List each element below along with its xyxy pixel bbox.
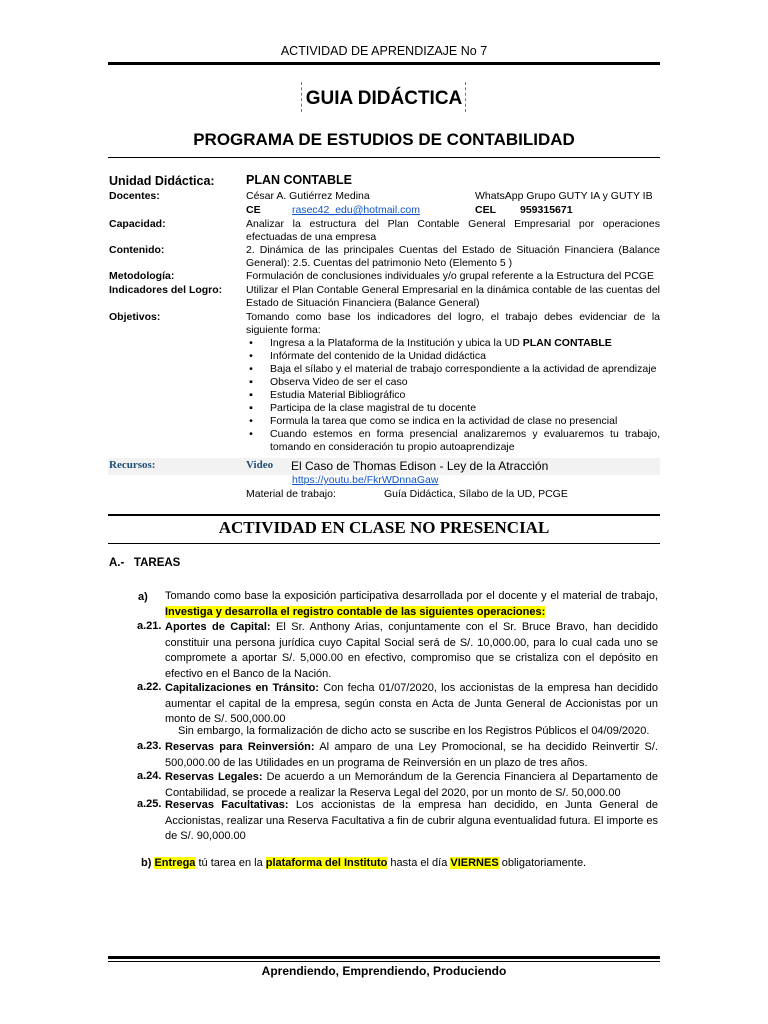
contenido-value: 2. Dinámica de las principales Cuentas del Estado de Situación Financiera (Balance General): 2.5. Cuentas del patrimonio Neto (Elemento 5 ) bbox=[246, 244, 660, 269]
video-title: El Caso de Thomas Edison - Ley de la Atracción bbox=[291, 459, 549, 473]
footer-motto: Aprendiendo, Emprendiendo, Produciendo bbox=[261, 964, 507, 978]
activity-title: ACTIVIDAD EN CLASE NO PRESENCIAL bbox=[218, 518, 550, 537]
activity-rule-bottom bbox=[108, 543, 660, 544]
item-num-24: a.24. bbox=[137, 770, 162, 782]
list-item: • Cuando estemos en forma presencial analizaremos y evaluaremos tu trabajo, tomando en consideración tu propio autoaprendizaje bbox=[246, 428, 660, 454]
objetivos-label: Objetivos: bbox=[109, 311, 161, 323]
list-item: • Ingresa a la Plataforma de la Institución y ubica la UD PLAN CONTABLE bbox=[246, 337, 660, 350]
whatsapp-group: WhatsApp Grupo GUTY IA y GUTY IB bbox=[475, 190, 653, 202]
unit-value: PLAN CONTABLE bbox=[246, 173, 353, 187]
cel-label: CEL bbox=[475, 204, 496, 216]
item-23: Reservas para Reinversión: Al amparo de una Ley Promocional, se ha decidido Reinvertir S/. 500,000.00 de las Utilidades en un programa de Reinversión en un plazo de tres años. bbox=[165, 741, 658, 769]
cel-value: 959315671 bbox=[520, 204, 573, 216]
list-item: ▪ Estudia Material Bibliográfico bbox=[246, 389, 660, 402]
metodologia-label: Metodología: bbox=[109, 270, 175, 282]
task-a-text: Tomando como base la exposición participativa desarrollada por el docente y el material de trabajo, Investiga y desarrolla el registro contable de las siguientes operaciones: bbox=[165, 590, 658, 618]
objetivos-list bbox=[246, 337, 660, 454]
activity-rule-top bbox=[108, 514, 660, 516]
item-22-extra: Sin embargo, la formalización de dicho acto se suscribe en los Registros Públicos el 04/09/2020. bbox=[178, 725, 650, 737]
email-link[interactable]: rasec42_edu@hotmail.com bbox=[292, 204, 420, 216]
task-a-highlight: Investiga y desarrolla el registro contable de las siguientes operaciones: bbox=[165, 605, 546, 618]
ce-label: CE bbox=[246, 204, 261, 216]
recursos-label: Recursos: bbox=[109, 459, 156, 471]
list-item: ▪ Participa de la clase magistral de tu docente bbox=[246, 402, 660, 415]
square-bullet-icon: ▪ bbox=[249, 389, 253, 401]
video-label: Video bbox=[246, 459, 274, 471]
task-b-highlight-plataforma: plataforma del Instituto bbox=[265, 857, 388, 869]
docentes-label: Docentes: bbox=[109, 190, 160, 202]
contenido-label: Contenido: bbox=[109, 244, 165, 256]
bullet-icon: • bbox=[249, 363, 253, 375]
bullet-icon: • bbox=[249, 337, 253, 349]
tareas-heading: A.- TAREAS bbox=[109, 557, 181, 569]
program-title: PROGRAMA DE ESTUDIOS DE CONTABILIDAD bbox=[193, 130, 575, 149]
list-item: • Infórmate del contenido de la Unidad didáctica bbox=[246, 350, 660, 363]
item-num-22: a.22. bbox=[137, 681, 162, 693]
capacidad-value: Analizar la estructura del Plan Contable General Empresarial por operaciones efectuadas de una empresa bbox=[246, 218, 660, 243]
item-25: Reservas Facultativas: Los accionistas de la empresa han decidido, en Junta General de Accionistas, realizar una Reserva Facultativa a fin de cubrir alguna eventualidad futura. El importe es de S/. 90,000.00 bbox=[165, 799, 658, 842]
material-label: Material de trabajo: bbox=[246, 488, 336, 500]
capacidad-label: Capacidad: bbox=[109, 218, 166, 230]
list-item: • Formula la tarea que como se indica en la actividad de clase no presencial bbox=[246, 415, 660, 428]
indicadores-value: Utilizar el Plan Contable General Empresarial en la dinámica contable de las cuentas del Estado de Situación Financiera (Balance General) bbox=[246, 284, 660, 309]
unit-label: Unidad Didáctica: bbox=[109, 174, 215, 188]
item-22: Capitalizaciones en Tránsito: Con fecha 01/07/2020, los accionistas de la empresa han decidido aumentar el capital de la empresa, según consta en Acta de Junta General de Accionistas por un monto de S/. 500,000.00 bbox=[165, 682, 658, 725]
header-rule bbox=[108, 62, 660, 65]
task-b-highlight-viernes: VIERNES bbox=[450, 857, 499, 869]
video-link[interactable]: https://youtu.be/FkrWDnnaGaw bbox=[292, 474, 439, 486]
bullet-icon: • bbox=[249, 428, 253, 440]
item-num-23: a.23. bbox=[137, 740, 162, 752]
footer-rule-2 bbox=[108, 961, 660, 962]
task-b: b) Entrega tú tarea en la plataforma del Instituto hasta el día VIERNES obligatoriamente. bbox=[141, 857, 587, 869]
item-24: Reservas Legales: De acuerdo a un Memorándum de la Gerencia Financiera al Departamento de Contabilidad, se procede a realizar la Reserva Legal del 2020, por un monto de S/. 50,000.00 bbox=[165, 771, 658, 799]
program-rule bbox=[108, 157, 660, 158]
page-title: GUIA DIDÁCTICA bbox=[303, 88, 466, 110]
square-bullet-icon: ▪ bbox=[249, 376, 253, 388]
title-wrapper bbox=[0, 88, 768, 110]
task-b-highlight-entrega: Entrega bbox=[154, 857, 196, 869]
bullet-icon: • bbox=[249, 415, 253, 427]
header-activity: ACTIVIDAD DE APRENDIZAJE No 7 bbox=[280, 44, 488, 58]
task-b-label: b) bbox=[141, 857, 152, 869]
material-value: Guía Didáctica, Sílabo de la UD, PCGE bbox=[384, 488, 568, 500]
task-a-label: a) bbox=[138, 591, 148, 603]
item-21: Aportes de Capital: El Sr. Anthony Arias, conjuntamente con el Sr. Bruce Bravo, han decidido constituir una persona jurídica cuyo Capital Social será de S/. 10,000.00, para lo cual cada uno se compromete a aportar S/. 5,000.00 en efectivo, compromiso que se cristaliza con el depósito en efectivo en el Banco de la Nación. bbox=[165, 621, 658, 680]
metodologia-value: Formulación de conclusiones individuales y/o grupal referente a la Estructura del PCGE bbox=[246, 270, 654, 282]
bullet-icon: • bbox=[249, 350, 253, 362]
item-num-21: a.21. bbox=[137, 620, 162, 632]
list-item: • Baja el sílabo y el material de trabajo correspondiente a la actividad de aprendizaje bbox=[246, 363, 660, 376]
item-num-25: a.25. bbox=[137, 798, 162, 810]
docente-name: César A. Gutiérrez Medina bbox=[246, 190, 370, 202]
footer-rule-1 bbox=[108, 956, 660, 959]
square-bullet-icon: ▪ bbox=[249, 402, 253, 414]
indicadores-label: Indicadores del Logro: bbox=[109, 284, 223, 296]
objetivos-intro: Tomando como base los indicadores del logro, el trabajo debes evidenciar de la siguiente forma: bbox=[246, 311, 660, 336]
list-item: ▪ Observa Video de ser el caso bbox=[246, 376, 660, 389]
